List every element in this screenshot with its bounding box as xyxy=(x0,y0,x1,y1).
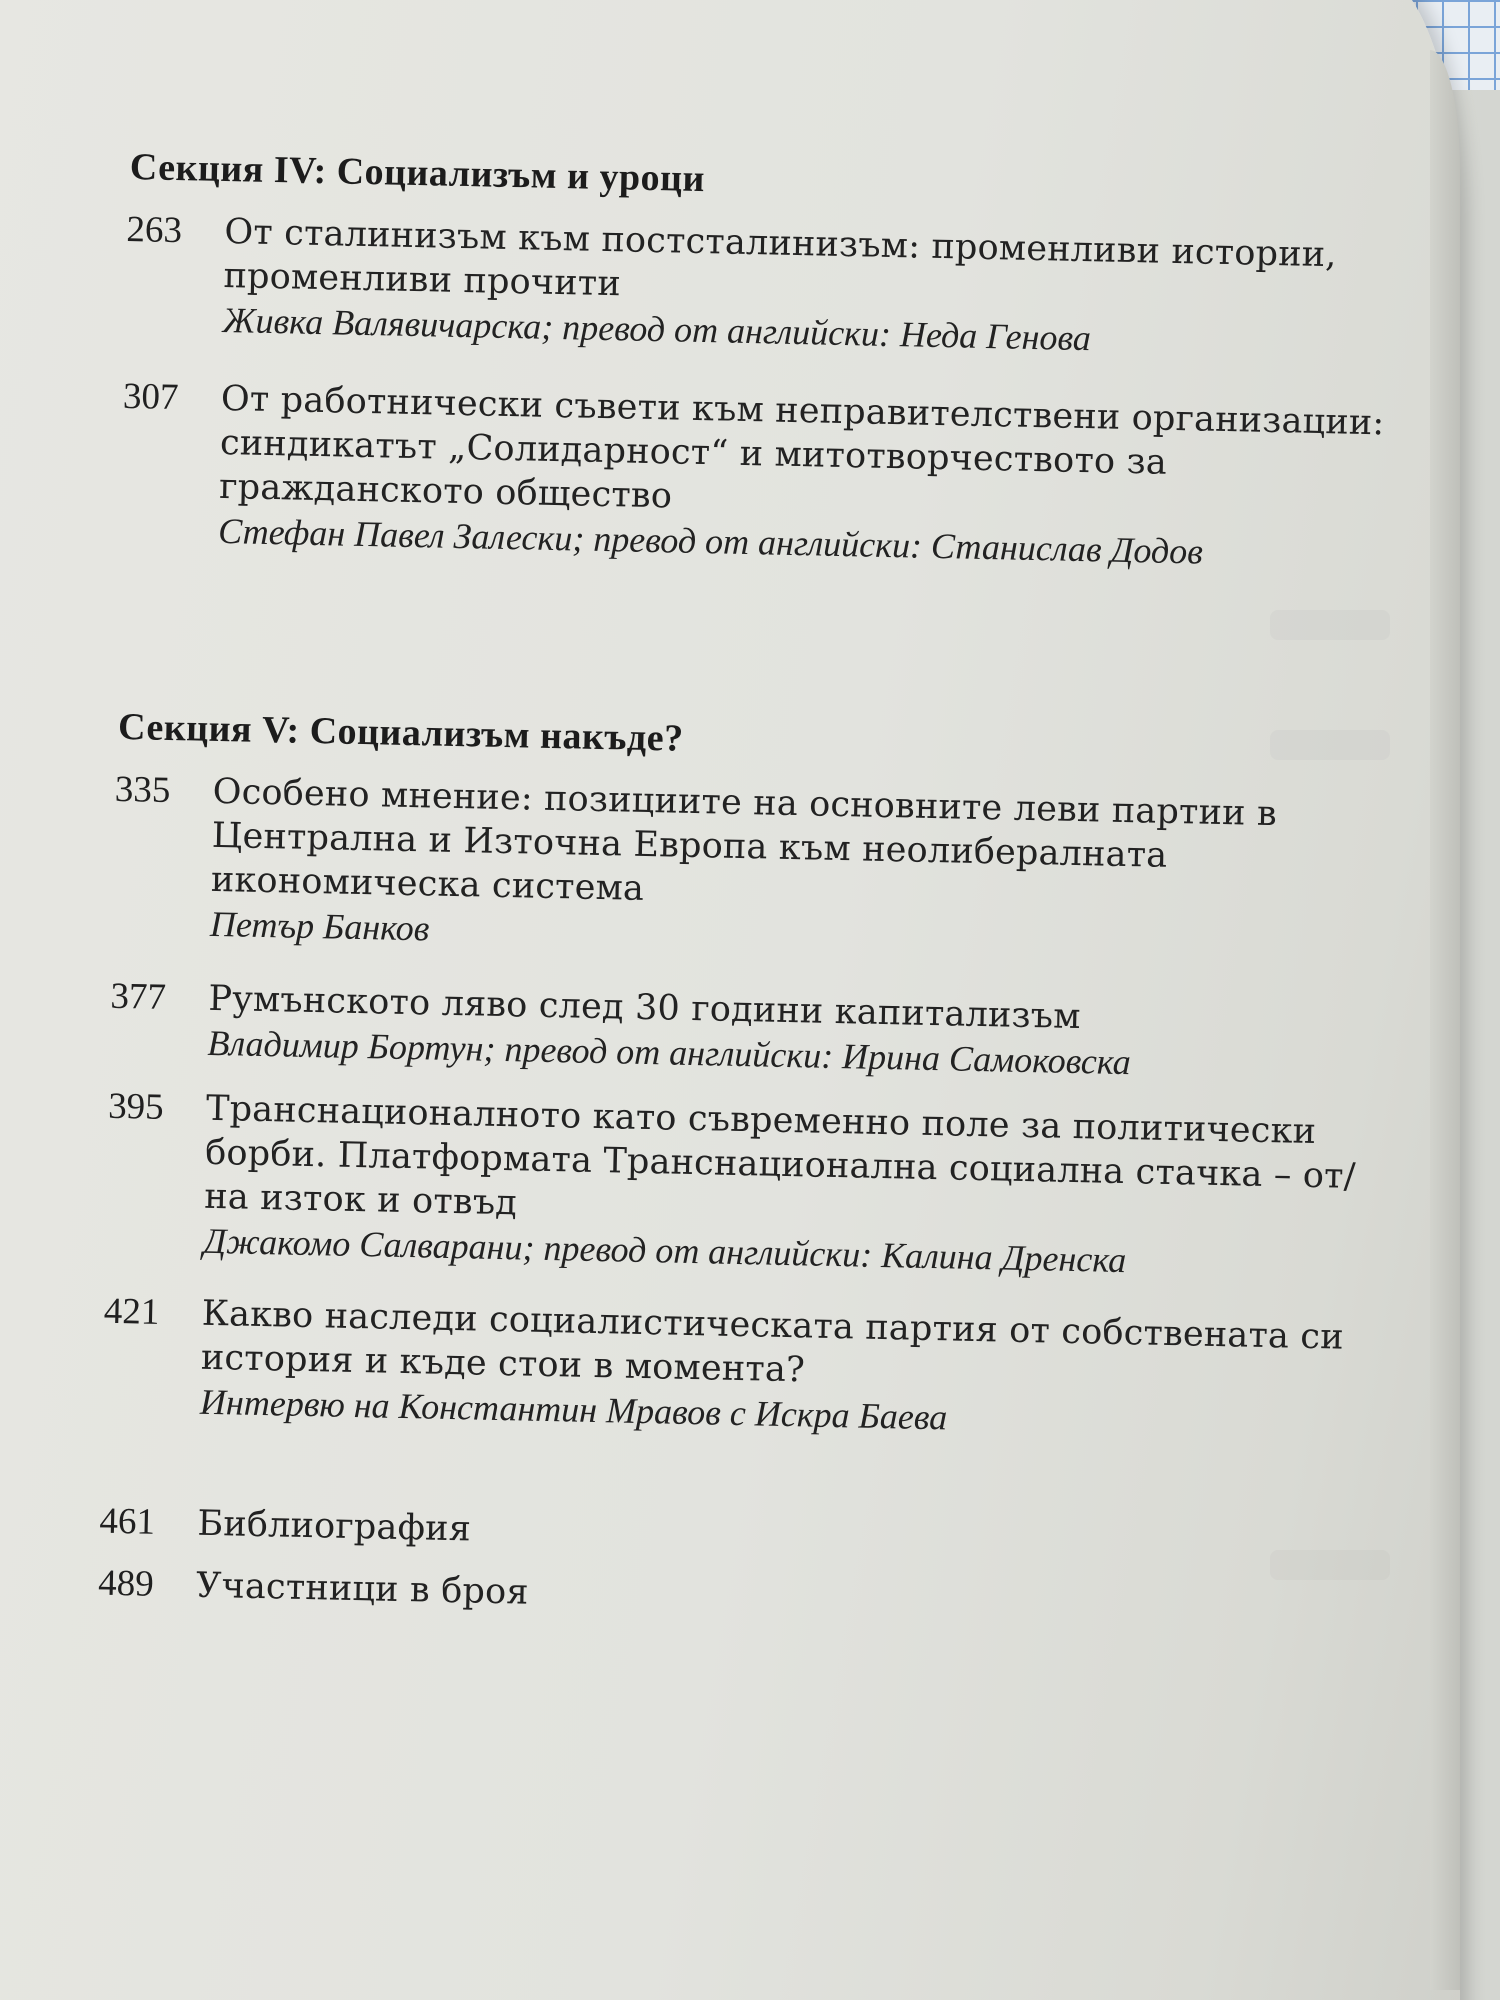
entry-author: Владимир Бортун; превод от английски: Ирина Самоковска xyxy=(207,1022,1132,1083)
entry-title: От работнически съвети към неправителствени организации: синдикатът „Солидарност“ и митотворчеството за гражданското общество xyxy=(218,378,1385,517)
page-number: 263 xyxy=(126,208,183,252)
toc-entry xyxy=(98,1562,1389,1633)
toc-entry xyxy=(124,208,1416,367)
entry-author: Живка Валявичарска; превод от английски: Неда Генова xyxy=(222,299,1092,359)
page-number: 335 xyxy=(114,768,171,811)
page-number: 307 xyxy=(122,375,179,419)
section-title: Секция V: Социализъм накъде? xyxy=(117,705,685,760)
entry-title: Транснационалното като съвременно поле за политически борби. Платформата Транснационална социална стачка – от/на изток и отвъд xyxy=(203,1088,1357,1224)
entry-title: Какво наследи социалистическата партия от собствената си история и къде стои в момента? xyxy=(200,1293,1345,1391)
page-number: 377 xyxy=(110,975,167,1018)
toc-entry xyxy=(102,1290,1394,1449)
entry-author: Джакомо Салварани; превод от английски: Калина Дренска xyxy=(202,1220,1127,1281)
page-number: 489 xyxy=(97,1562,155,1605)
entry-author: Петър Банков xyxy=(209,903,430,949)
toc-entry xyxy=(120,375,1413,578)
page-number: 395 xyxy=(107,1085,165,1128)
entry-title: От сталинизъм към постсталинизъм: променливи истории, променливи прочити xyxy=(223,211,1337,305)
entry-author: Интервю на Константин Мравов с Искра Баева xyxy=(199,1381,948,1438)
toc-entry xyxy=(99,1500,1390,1571)
entry-title: Библиография xyxy=(197,1503,472,1550)
toc-entry xyxy=(105,1085,1398,1288)
entry-author: Стефан Павел Залески; превод от английски: Станислав Додов xyxy=(217,510,1204,572)
section-title: Секция IV: Социализъм и уроци xyxy=(129,146,706,201)
entry-title: Особено мнение: позициите на основните леви партии в Централна и Източна Европа към неолибералната икономическа система xyxy=(210,771,1278,909)
entry-title: Участници в броя xyxy=(195,1565,530,1613)
toc-entry xyxy=(112,768,1405,971)
page-number: 421 xyxy=(103,1290,160,1333)
entry-title: Румънското ляво след 30 години капитализъм xyxy=(208,978,1082,1038)
page-number: 461 xyxy=(99,1500,156,1543)
toc-entry xyxy=(109,975,1401,1090)
